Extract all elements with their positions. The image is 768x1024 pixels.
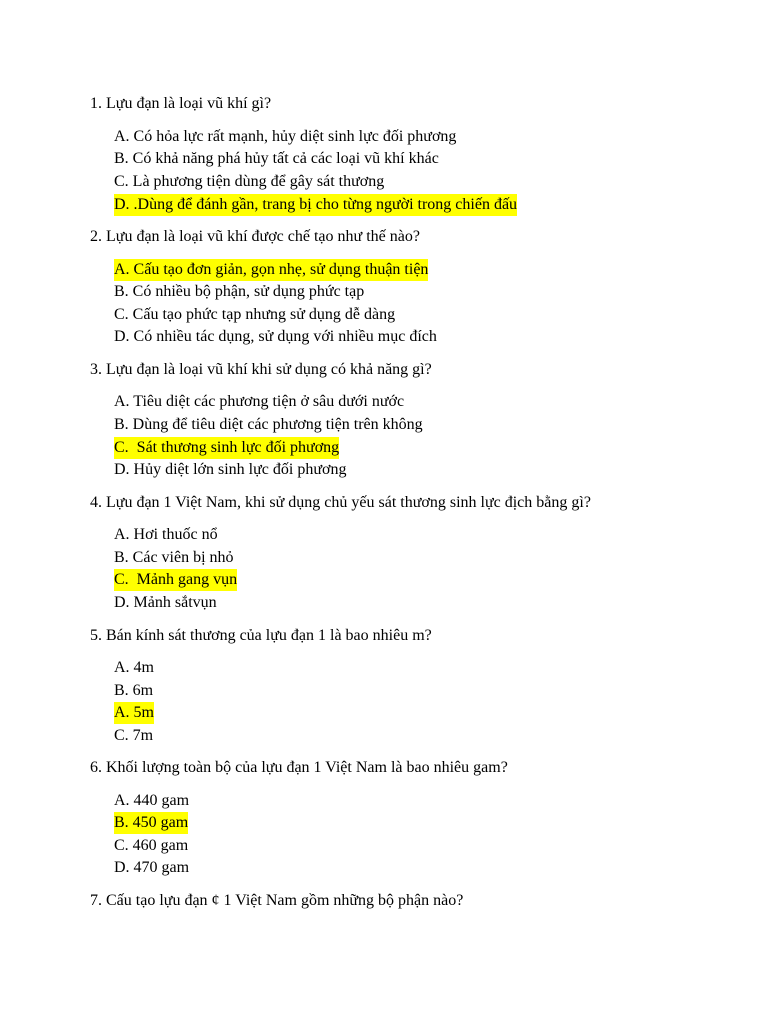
question-6-option-a: A. 440 gam xyxy=(114,792,190,809)
question-5-text: 5. Bán kính sát thương của lựu đạn 1 là bao nhiêu m? xyxy=(90,627,432,644)
question-3-option-b: B. Dùng để tiêu diệt các phương tiện trên không xyxy=(114,416,423,433)
question-3-option-c-highlighted: C. Sát thương sinh lực đối phương xyxy=(114,437,339,459)
question-4-option-a: A. Hơi thuốc nổ xyxy=(114,526,218,543)
question-6-option-b-highlighted: B. 450 gam xyxy=(114,812,188,834)
question-2-text: 2. Lựu đạn là loại vũ khí được chế tạo như thế nào? xyxy=(90,228,420,245)
question-2-option-c: C. Cấu tạo phức tạp nhưng sử dụng dễ dàng xyxy=(114,306,396,323)
question-4-option-d: D. Mảnh sắtvụn xyxy=(114,594,217,611)
question-3-option-d: D. Hủy diệt lớn sinh lực đối phương xyxy=(114,461,347,478)
question-6-option-c: C. 460 gam xyxy=(114,837,189,854)
question-1-text: 1. Lựu đạn là loại vũ khí gì? xyxy=(90,95,272,112)
question-1-option-a: A. Có hỏa lực rất mạnh, hủy diệt sinh lực đối phương xyxy=(114,128,457,145)
question-4-option-b: B. Các viên bị nhỏ xyxy=(114,549,234,566)
question-1-option-b: B. Có khả năng phá hủy tất cả các loại vũ khí khác xyxy=(114,150,439,167)
question-6-text: 6. Khối lượng toàn bộ của lựu đạn 1 Việt Nam là bao nhiêu gam? xyxy=(90,759,508,776)
question-5-option-a: A. 4m xyxy=(114,659,154,676)
question-5-option-c-highlighted: A. 5m xyxy=(114,702,154,724)
question-7-text: 7. Cấu tạo lựu đạn ¢ 1 Việt Nam gồm những bộ phận nào? xyxy=(90,892,464,909)
question-4-text: 4. Lựu đạn 1 Việt Nam, khi sử dụng chủ yếu sát thương sinh lực địch bằng gì? xyxy=(90,494,591,511)
question-2-option-d: D. Có nhiều tác dụng, sử dụng với nhiều mục đích xyxy=(114,328,437,345)
question-1-option-d-highlighted: D. .Dùng để đánh gần, trang bị cho từng người trong chiến đấu xyxy=(114,194,517,216)
question-3-option-a: A. Tiêu diệt các phương tiện ở sâu dưới nước xyxy=(114,393,405,410)
question-2-option-a-highlighted: A. Cấu tạo đơn giản, gọn nhẹ, sử dụng thuận tiện xyxy=(114,259,428,281)
question-5-option-b: B. 6m xyxy=(114,682,154,699)
question-1-option-c: C. Là phương tiện dùng để gây sát thương xyxy=(114,173,385,190)
question-6-option-d: D. 470 gam xyxy=(114,859,190,876)
question-5-option-d: C. 7m xyxy=(114,727,154,744)
question-3-text: 3. Lựu đạn là loại vũ khí khi sử dụng có khả năng gì? xyxy=(90,361,432,378)
question-2-option-b: B. Có nhiều bộ phận, sử dụng phức tạp xyxy=(114,283,365,300)
question-4-option-c-highlighted: C. Mảnh gang vụn xyxy=(114,569,237,591)
